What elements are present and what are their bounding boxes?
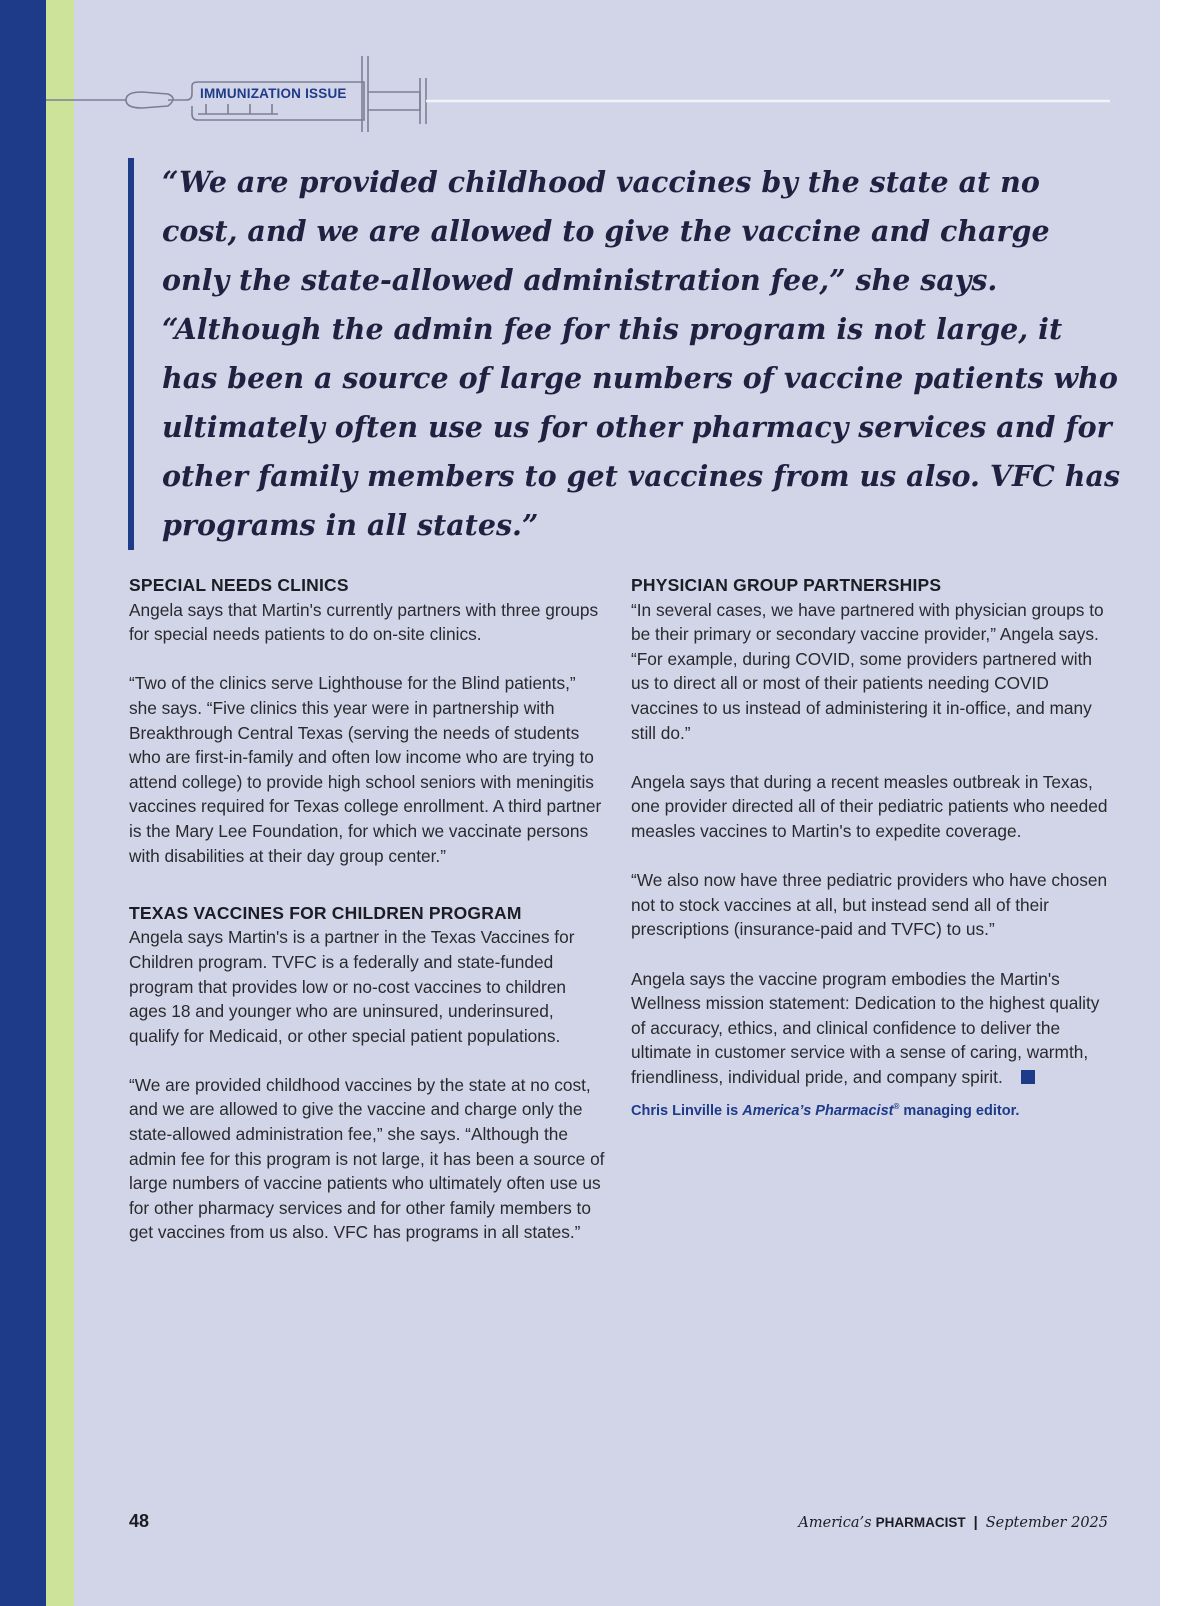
- section-heading-tvfc: TEXAS VACCINES FOR CHILDREN PROGRAM: [129, 902, 522, 923]
- magazine-name-part: PHARMACIST: [875, 1515, 966, 1530]
- magazine-name-part: America’s: [798, 1515, 872, 1531]
- left-green-stripe: [46, 0, 74, 1606]
- paragraph: Angela says Martin's is a partner in the Texas Vaccines for Children program. TVFC is a federally and state-funded program that provides low or no-cost vaccines to children ages 18 and younger who are uninsured, underinsured, qualify for Medicaid, or other special patient populations.: [129, 927, 575, 1046]
- left-column: [129, 573, 607, 1245]
- section-heading-physician-groups: PHYSICIAN GROUP PARTNERSHIPS: [631, 575, 942, 595]
- section-heading-special-needs: SPECIAL NEEDS CLINICS: [129, 575, 349, 595]
- end-of-article-icon: [1021, 1070, 1035, 1084]
- paragraph: Angela says that during a recent measles outbreak in Texas, one provider directed all of their pediatric patients who needed measles vaccines to Martin's to expedite coverage.: [631, 771, 1108, 841]
- left-blue-stripe: [0, 0, 46, 1606]
- author-byline: Chris Linville is America’s Pharmacist® managing editor.: [631, 1102, 1020, 1120]
- paragraph: Angela says the vaccine program embodies the Martin's Wellness mission statement: Dedication to the highest quality of accuracy, ethics, and clinical confidence to deliver the ultimate in customer service with a sense of caring, warmth, friendliness, individual pride, and company spirit.: [631, 968, 1100, 1087]
- paragraph: “In several cases, we have partnered with physician groups to be their primary or secondary vaccine provider,” Angela says. “For example, during COVID, some providers partnered with us to direct all or most of their patients needing COVID vaccines to us instead of administering it in-office, and many still do.”: [631, 599, 1104, 743]
- paragraph: “We also now have three pediatric providers who have chosen not to stock vaccines at all, but instead send all of their prescriptions (insurance-paid and TVFC) to us.”: [631, 870, 1108, 940]
- paragraph-with-end-mark: [631, 967, 1111, 1090]
- paragraph: Angela says that Martin's currently partners with three groups for special needs patients to do on-site clinics.: [129, 599, 599, 645]
- footer-magazine-info: [798, 1515, 1108, 1531]
- issue-label: IMMUNIZATION ISSUE: [200, 86, 347, 101]
- paragraph: “Two of the clinics serve Lighthouse for the Blind patients,” she says. “Five clinics this year were in partnership with Breakthrough Central Texas (serving the needs of students who are first-in-family and often low income who are trying to attend college) to provide high school seniors with meningitis vaccines required for Texas college enrollment. A third partner is the Mary Lee Foundation, for which we vaccinate persons with disabilities at their day group center.”: [129, 673, 602, 866]
- footer-separator: |: [973, 1515, 978, 1531]
- issue-date: September 2025: [985, 1515, 1108, 1531]
- page-number: 48: [129, 1511, 150, 1531]
- paragraph: “We are provided childhood vaccines by the state at no cost, and we are allowed to give the vaccine and charge only the state-allowed administration fee,” she says. “Although the admin fee for this program is not large, it has been a source of large numbers of vaccine patients who ultimately often use us for other pharmacy services and for other family members to get vaccines from us also. VFC has programs in all states.”: [129, 1074, 605, 1243]
- pull-quote: “We are provided childhood vaccines by the state at no cost, and we are allowed to give the vaccine and charge only the state-allowed administration fee,” she says. “Although the admin fee for this program is not large, it has been a source of large numbers of vaccine patients who ultimately often use us for other pharmacy services and for other family members to get vaccines from us also. VFC has programs in all states.”: [128, 158, 1122, 550]
- right-column: [631, 573, 1111, 1121]
